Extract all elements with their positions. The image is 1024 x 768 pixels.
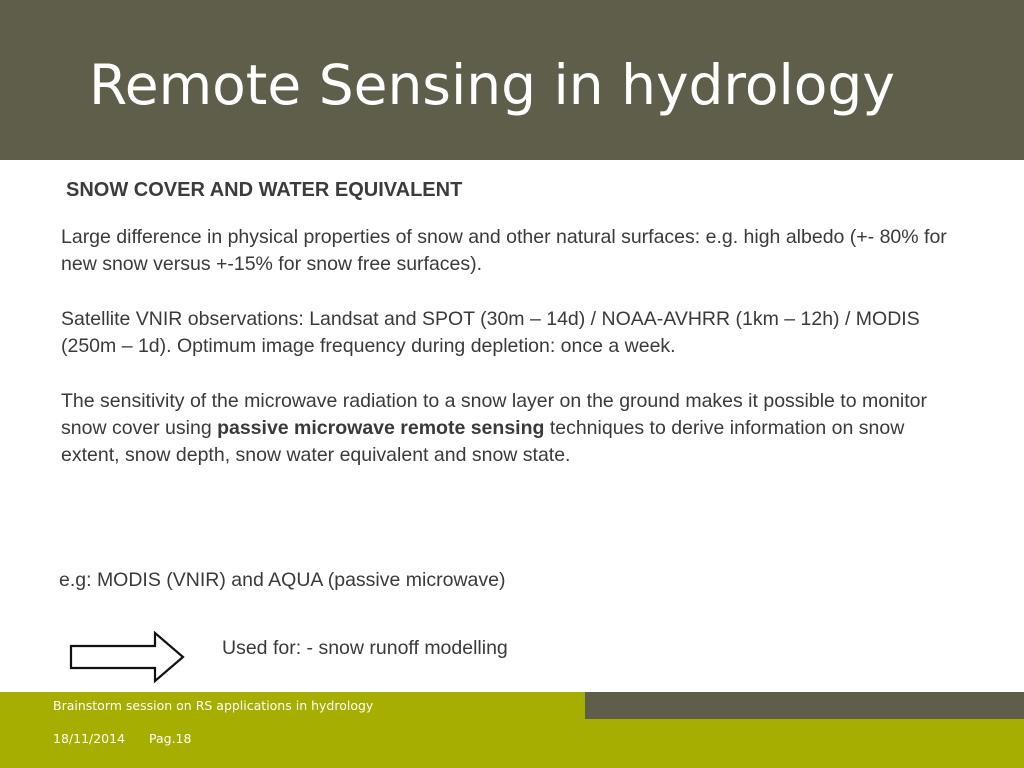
footer-session-text: Brainstorm session on RS applications in hydrology — [53, 698, 374, 713]
slide-title: Remote Sensing in hydrology — [89, 53, 895, 117]
used-for-text: Used for: - snow runoff modelling — [222, 637, 508, 659]
paragraph-microwave-start: The sensitivity of the microwave radiation to a snow layer on the ground makes it possible to monitor snow cover using — [61, 389, 928, 440]
body-text — [61, 224, 951, 497]
example-line: e.g: MODIS (VNIR) and AQUA (passive microwave) — [59, 569, 506, 591]
footer-dark-bar — [585, 692, 1024, 719]
paragraph-microwave-emphasis: passive microwave remote sensing — [217, 417, 545, 440]
footer-date: 18/11/2014 — [53, 731, 126, 746]
paragraph-microwave-end: techniques to derive information on snow extent, snow depth, snow water equivalent and snow state. — [61, 417, 905, 467]
paragraph-microwave — [61, 388, 951, 470]
right-arrow-icon — [69, 631, 187, 683]
footer-page-number: Pag.18 — [149, 731, 192, 746]
paragraph-vnir: Satellite VNIR observations: Landsat and SPOT (30m – 14d) / NOAA-AVHRR (1km – 12h) / MODIS (250m – 1d). Optimum image frequency during depletion: once a week. — [61, 307, 920, 358]
section-heading: SNOW COVER AND WATER EQUIVALENT — [66, 179, 463, 201]
paragraph-albedo: Large difference in physical properties of snow and other natural surfaces: e.g. high albedo (+- 80% for new snow versus +-15% for snow free surfaces). — [61, 226, 947, 276]
